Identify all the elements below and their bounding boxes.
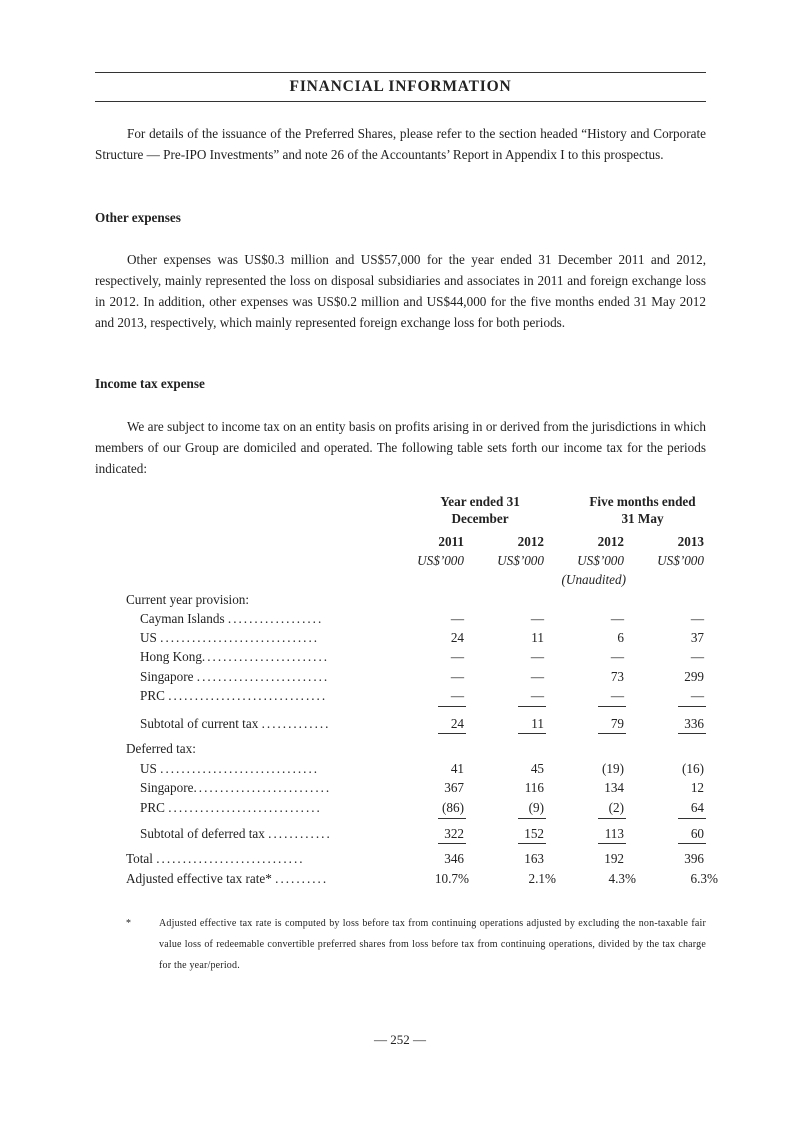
table-row: [95, 611, 726, 630]
cell: —: [450, 649, 464, 664]
cell: 322: [444, 826, 464, 841]
cell: 24: [450, 630, 464, 645]
cell: 4.3%: [608, 871, 636, 886]
subtotal-rule: [518, 818, 546, 819]
row-label-text: Cayman Islands: [140, 611, 225, 626]
cell: —: [690, 688, 704, 703]
subtotal-rule: [678, 706, 706, 707]
table-row: [95, 780, 726, 799]
row-label-text: Hong Kong: [140, 649, 202, 664]
other-expenses-paragraph: Other expenses was US$0.3 million and US$57,000 for the year ended 31 December 2011 and 2012, respectively, mainly represented the loss on disposal subsidiaries and associates in 2011 and foreign exchange loss in 2012. In addition, other expenses was US$0.2 million and US$44,000 for the five months ended 31 May 2012 and 2013, respectively, which mainly represented foreign exchange loss for both periods.: [95, 252, 706, 330]
cell: 346: [444, 851, 464, 866]
section-label: Deferred tax:: [126, 741, 196, 756]
subtotal-rule: [438, 733, 466, 734]
row-label: Subtotal of deferred tax ............: [140, 826, 332, 841]
cell: 12: [690, 780, 704, 795]
table-row: [95, 649, 726, 668]
cell: 79: [610, 716, 624, 731]
cell: 192: [604, 851, 624, 866]
row-label-text: US: [140, 761, 157, 776]
cell: (16): [682, 761, 704, 776]
cell: 11: [531, 716, 544, 731]
subtotal-rule: [598, 843, 626, 844]
cell: 11: [531, 630, 544, 645]
cell: (86): [442, 800, 464, 815]
subtotal-rule: [678, 818, 706, 819]
row-label: Adjusted effective tax rate* ..........: [126, 871, 329, 886]
cell: 299: [684, 669, 704, 684]
group-header-line: December: [451, 511, 509, 526]
year-header: 2012: [597, 534, 624, 549]
row-label-text: Subtotal of deferred tax: [140, 826, 265, 841]
cell: 41: [450, 761, 464, 776]
cell: 37: [690, 630, 704, 645]
cell: 60: [690, 826, 704, 841]
table-row: [95, 630, 726, 649]
row-label: US ..............................: [140, 761, 320, 776]
cell: 64: [690, 800, 704, 815]
year-header: 2011: [438, 534, 464, 549]
page-number: — 252 —: [374, 1032, 426, 1047]
subtotal-rule: [598, 733, 626, 734]
row-label: Singapore .........................: [140, 669, 330, 684]
cell: 10.7%: [434, 871, 469, 886]
row-label: Singapore..........................: [140, 780, 332, 795]
cell: 73: [610, 669, 624, 684]
heading-other-expenses: Other expenses: [95, 210, 181, 225]
row-label: Subtotal of current tax .............: [140, 716, 331, 731]
row-label: Total ............................: [126, 851, 305, 866]
cell: —: [690, 611, 704, 626]
intro-paragraph: For details of the issuance of the Preferred Shares, please refer to the section headed “History and Corporate Structure — Pre-IPO Investments” and note 26 of the Accountants’ Report in Appendix I to this prospectus.: [95, 126, 706, 162]
row-label-text: PRC: [140, 688, 165, 703]
subtotal-row: [95, 826, 726, 845]
cell: —: [530, 669, 544, 684]
total-row: [95, 851, 726, 870]
cell: —: [530, 649, 544, 664]
cell: 336: [684, 716, 704, 731]
unaudited-label: (Unaudited): [561, 572, 626, 587]
footnote-text: Adjusted effective tax rate is computed by loss before tax from continuing operations adjusted by excluding the non-taxable fair value loss of redeemable convertible preferred shares from loss before tax from continuing operations, divided by the tax charge for the year/period.: [159, 918, 706, 971]
group-header-line: Year ended 31: [440, 494, 520, 509]
subtotal-rule: [678, 843, 706, 844]
section-label: Current year provision:: [126, 592, 250, 607]
table-row: [95, 761, 726, 780]
cell: —: [530, 611, 544, 626]
group-header-five-months: [570, 494, 715, 527]
subtotal-rule: [598, 706, 626, 707]
subtotal-row: [95, 716, 726, 735]
section-label-current: [95, 592, 726, 611]
subtotal-rule: [518, 843, 546, 844]
row-label: US ..............................: [140, 630, 320, 645]
cell: 163: [524, 851, 544, 866]
table-row: [95, 688, 726, 707]
subtotal-rule: [438, 818, 466, 819]
group-header-line: Five months ended: [589, 494, 696, 509]
row-label-text: Total: [126, 851, 153, 866]
cell: —: [450, 611, 464, 626]
section-label-deferred: [95, 741, 726, 760]
cell: 396: [684, 851, 704, 866]
row-label: Hong Kong........................: [140, 649, 330, 664]
unit-header: US$’000: [577, 553, 624, 568]
cell: —: [610, 611, 624, 626]
cell: —: [690, 649, 704, 664]
year-header: 2012: [517, 534, 544, 549]
subtotal-rule: [438, 706, 466, 707]
row-label: PRC .............................: [140, 800, 322, 815]
cell: —: [610, 649, 624, 664]
row-label: Cayman Islands ..................: [140, 611, 324, 626]
footnote-mark: *: [126, 918, 131, 929]
cell: 24: [450, 716, 464, 731]
subtotal-rule: [678, 733, 706, 734]
page-title: FINANCIAL INFORMATION: [289, 78, 512, 95]
table-row: [95, 669, 726, 688]
cell: 152: [524, 826, 544, 841]
header-bottom-rule: [95, 101, 706, 102]
row-label-text: Singapore: [140, 669, 194, 684]
row-label-text: Adjusted effective tax rate*: [126, 871, 272, 886]
cell: 113: [604, 826, 624, 841]
unit-header: US$’000: [497, 553, 544, 568]
cell: 2.1%: [528, 871, 556, 886]
year-header: 2013: [677, 534, 704, 549]
rate-row: [95, 871, 726, 890]
cell: 6: [617, 630, 624, 645]
group-header-line: 31 May: [621, 511, 664, 526]
subtotal-rule: [518, 706, 546, 707]
header-top-rule: [95, 72, 706, 73]
unit-header: US$’000: [657, 553, 704, 568]
cell: (9): [528, 800, 544, 815]
cell: —: [530, 688, 544, 703]
cell: —: [450, 688, 464, 703]
unit-header: US$’000: [417, 553, 464, 568]
cell: —: [450, 669, 464, 684]
table-row: [95, 800, 726, 819]
row-label-text: US: [140, 630, 157, 645]
cell: 116: [524, 780, 544, 795]
row-label-text: PRC: [140, 800, 165, 815]
subtotal-rule: [598, 818, 626, 819]
group-header-year-ended: [415, 494, 545, 527]
cell: 367: [444, 780, 464, 795]
income-tax-paragraph: We are subject to income tax on an entity basis on profits arising in or derived from the jurisdictions in which members of our Group are domiciled and operated. The following table sets forth our income tax for the periods indicated:: [95, 419, 706, 476]
cell: 45: [530, 761, 544, 776]
cell: —: [610, 688, 624, 703]
cell: 6.3%: [690, 871, 718, 886]
row-label: PRC ..............................: [140, 688, 328, 703]
row-label-text: Subtotal of current tax: [140, 716, 259, 731]
heading-income-tax: Income tax expense: [95, 376, 205, 391]
subtotal-rule: [438, 843, 466, 844]
cell: (19): [602, 761, 624, 776]
row-label-text: Singapore: [140, 780, 194, 795]
subtotal-rule: [518, 733, 546, 734]
cell: (2): [608, 800, 624, 815]
cell: 134: [604, 780, 624, 795]
